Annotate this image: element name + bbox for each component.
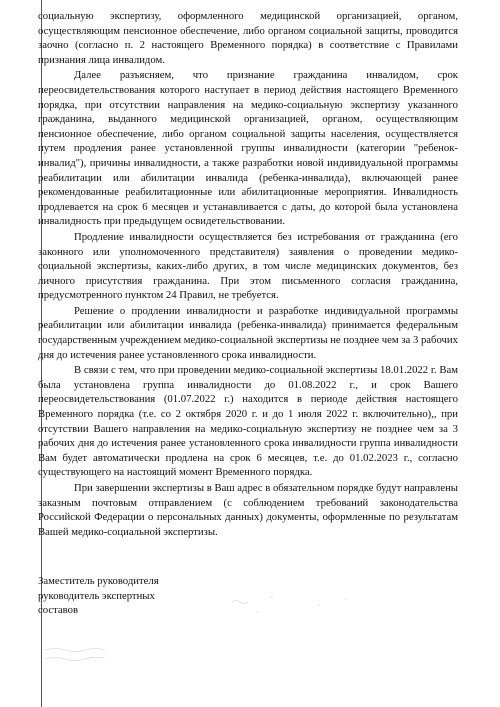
paragraph-3: Продление инвалидности осуществляется без истребования от гражданина (его законного или уполномоченного представителя) заявления о проведении медико-социальной экспертизы, каких-либо других, в том числе медицинских документов, без личного присутствия гражданина. При этом письменного согласия гражданина, предусмотренного пунктом 24 Правил, не требуется. <box>38 230 458 302</box>
paragraph-6: При завершении экспертизы в Ваш адрес в обязательном порядке будут направлены заказным почтовым отправлением (с соблюдением требований законодательства Российской Федерации о персональных данных) документы, оформленные по результатам Вашей медико-социальной экспертизы. <box>38 482 458 538</box>
signature-title-line-1: Заместитель руководителя <box>38 575 159 587</box>
signature-title-line-3: составов <box>38 604 79 617</box>
paragraph-4: Решение о продлении инвалидности и разработке индивидуальной программы реабилитации или абилитации инвалида (ребенка-инвалида) принимается федеральным государственным учреждением медико-социальной экспертизы не позднее чем за 3 рабочих дня до истечения ранее установленного срока инвалидности. <box>38 304 458 361</box>
paragraph-5: В связи с тем, что при проведении медико-социальной экспертизы 18.01.2022 г. Вам была установлена группа инвалидности до 01.08.2022 г., и срок Вашего переосвидетельствования (01.07.2022 г.) находится в периоде действия настоящего Временного порядка (т.е. со 2 октября 2020 г. и до 1 июля 2022 г. включительно),, при отсутствии Вашего направления на медико-социальную экспертизу не позднее чем за 3 рабочих дня до истечения ранее установленного срока инвалидности группа инвалидности Вам будет автоматически продлена на срок 6 месяцев, т.е. до 01.02.2023 г., согласно существующего на настоящий момент Временного порядка. <box>38 364 458 479</box>
signature-title-line-2: руководитель экспертных <box>38 589 155 602</box>
paragraph-2: Далее разъясняем, что признание гражданина инвалидом, срок переосвидетельствования которого наступает в период действия настоящего Временного порядка, при отсутствии направления на медико-социальную экспертизу указанного гражданина, выданного медицинской организацией, органом, осуществляющим пенсионное обеспечение, либо органом социальной защиты населения, осуществляется путем продления ранее установленной группы инвалидности (категории "ребенок-инвалид"), причины инвалидности, а также разработки новой индивидуальной программы реабилитации или абилитации инвалида (ребенка-инвалида), включающей ранее рекомендованные реабилитационные или абилитационные мероприятия. Инвалидность продлевается на срок 6 месяцев и устанавливается с даты, до которой была установлена инвалидность при предыдущем освидетельствовании. <box>38 69 458 228</box>
faint-scribbles <box>45 597 347 661</box>
paragraph-1: социальную экспертизу, оформленного медицинской организацией, органом, осуществляющим пенсионное обеспечение, либо органом социальной защиты, проводится заочно (согласно п. 2 настоящего Временного порядка) в соответствие с Правилами признания лица инвалидом. <box>38 10 458 66</box>
